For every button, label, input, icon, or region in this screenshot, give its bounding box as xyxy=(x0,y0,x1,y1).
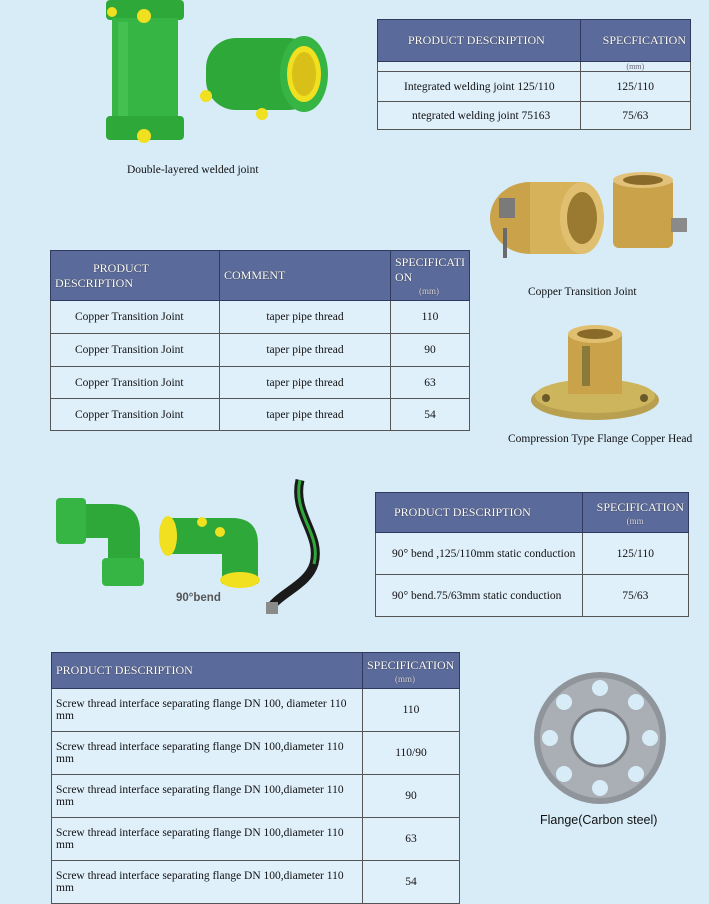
row-desc: ntegrated welding joint 75163 xyxy=(378,102,581,130)
row-spec: 63 xyxy=(363,818,460,861)
flange-table xyxy=(51,652,460,904)
row-spec: 75/63 xyxy=(582,575,688,617)
welded-joint-image xyxy=(98,0,338,150)
spec-header: SPECIFICATI ON (mm) xyxy=(390,251,469,301)
bend-table xyxy=(375,492,689,617)
welded-joint-table xyxy=(377,19,691,130)
copper-transition-joint-image xyxy=(485,168,700,268)
table-row xyxy=(378,72,691,102)
bend-caption: 90°bend xyxy=(176,592,221,604)
row-desc: Screw thread interface separating flange DN 100, diameter 110 mm xyxy=(52,689,363,732)
table-row xyxy=(376,533,689,575)
table-row xyxy=(52,689,460,732)
row-spec: 63 xyxy=(390,367,469,399)
row-spec: 125/110 xyxy=(582,533,688,575)
row-desc: Copper Transition Joint xyxy=(51,334,220,367)
row-desc: 90° bend.75/63mm static conduction xyxy=(376,575,583,617)
flange-copper-head-caption: Compression Type Flange Copper Head xyxy=(508,433,693,445)
spec-header: SPECIFICATION (mm xyxy=(582,493,688,533)
table-row xyxy=(51,334,470,367)
table-row xyxy=(51,367,470,399)
desc-header: PRODUCT DESCRIPTION xyxy=(51,251,220,301)
row-spec: 110 xyxy=(363,689,460,732)
table-row xyxy=(51,301,470,334)
spec-header: SPECFICATION xyxy=(580,20,690,62)
desc-header: PRODUCT DESCRIPTION xyxy=(378,20,581,62)
table-row xyxy=(52,818,460,861)
spec-header: SPECIFICATION (mm) xyxy=(363,653,460,689)
row-comment: taper pipe thread xyxy=(219,334,390,367)
row-desc: Copper Transition Joint xyxy=(51,399,220,431)
flange-caption: Flange(Carbon steel) xyxy=(540,813,658,827)
row-spec: 54 xyxy=(363,861,460,904)
row-desc: 90° bend ,125/110mm static conduction xyxy=(376,533,583,575)
flange-copper-head-image xyxy=(528,322,662,426)
desc-header: PRODUCT DESCRIPTION xyxy=(376,493,583,533)
row-desc: Copper Transition Joint xyxy=(51,301,220,334)
row-comment: taper pipe thread xyxy=(219,301,390,334)
row-desc: Integrated welding joint 125/110 xyxy=(378,72,581,102)
row-comment: taper pipe thread xyxy=(219,399,390,431)
row-spec: 90 xyxy=(363,775,460,818)
row-spec: 125/110 xyxy=(580,72,690,102)
copper-joint-table xyxy=(50,250,470,431)
table-row xyxy=(51,399,470,431)
row-comment: taper pipe thread xyxy=(219,367,390,399)
desc-header: PRODUCT DESCRIPTION xyxy=(52,653,363,689)
carbon-steel-flange-image xyxy=(532,670,668,806)
row-spec: 75/63 xyxy=(580,102,690,130)
row-spec: 90 xyxy=(390,334,469,367)
row-desc: Screw thread interface separating flange DN 100,diameter 110 mm xyxy=(52,732,363,775)
welded-joint-caption: Double-layered welded joint xyxy=(127,164,259,176)
unit-label: (mm) xyxy=(580,62,690,72)
copper-joint-caption: Copper Transition Joint xyxy=(528,286,637,298)
row-desc: Screw thread interface separating flange DN 100,diameter 110 mm xyxy=(52,861,363,904)
row-spec: 110/90 xyxy=(363,732,460,775)
comment-header: COMMENT xyxy=(219,251,390,301)
row-desc: Screw thread interface separating flange DN 100,diameter 110 mm xyxy=(52,775,363,818)
table-row xyxy=(52,732,460,775)
row-desc: Screw thread interface separating flange DN 100,diameter 110 mm xyxy=(52,818,363,861)
table-row xyxy=(376,575,689,617)
table-row xyxy=(378,102,691,130)
table-row xyxy=(52,775,460,818)
table-row xyxy=(52,861,460,904)
row-desc: Copper Transition Joint xyxy=(51,367,220,399)
row-spec: 110 xyxy=(390,301,469,334)
row-spec: 54 xyxy=(390,399,469,431)
